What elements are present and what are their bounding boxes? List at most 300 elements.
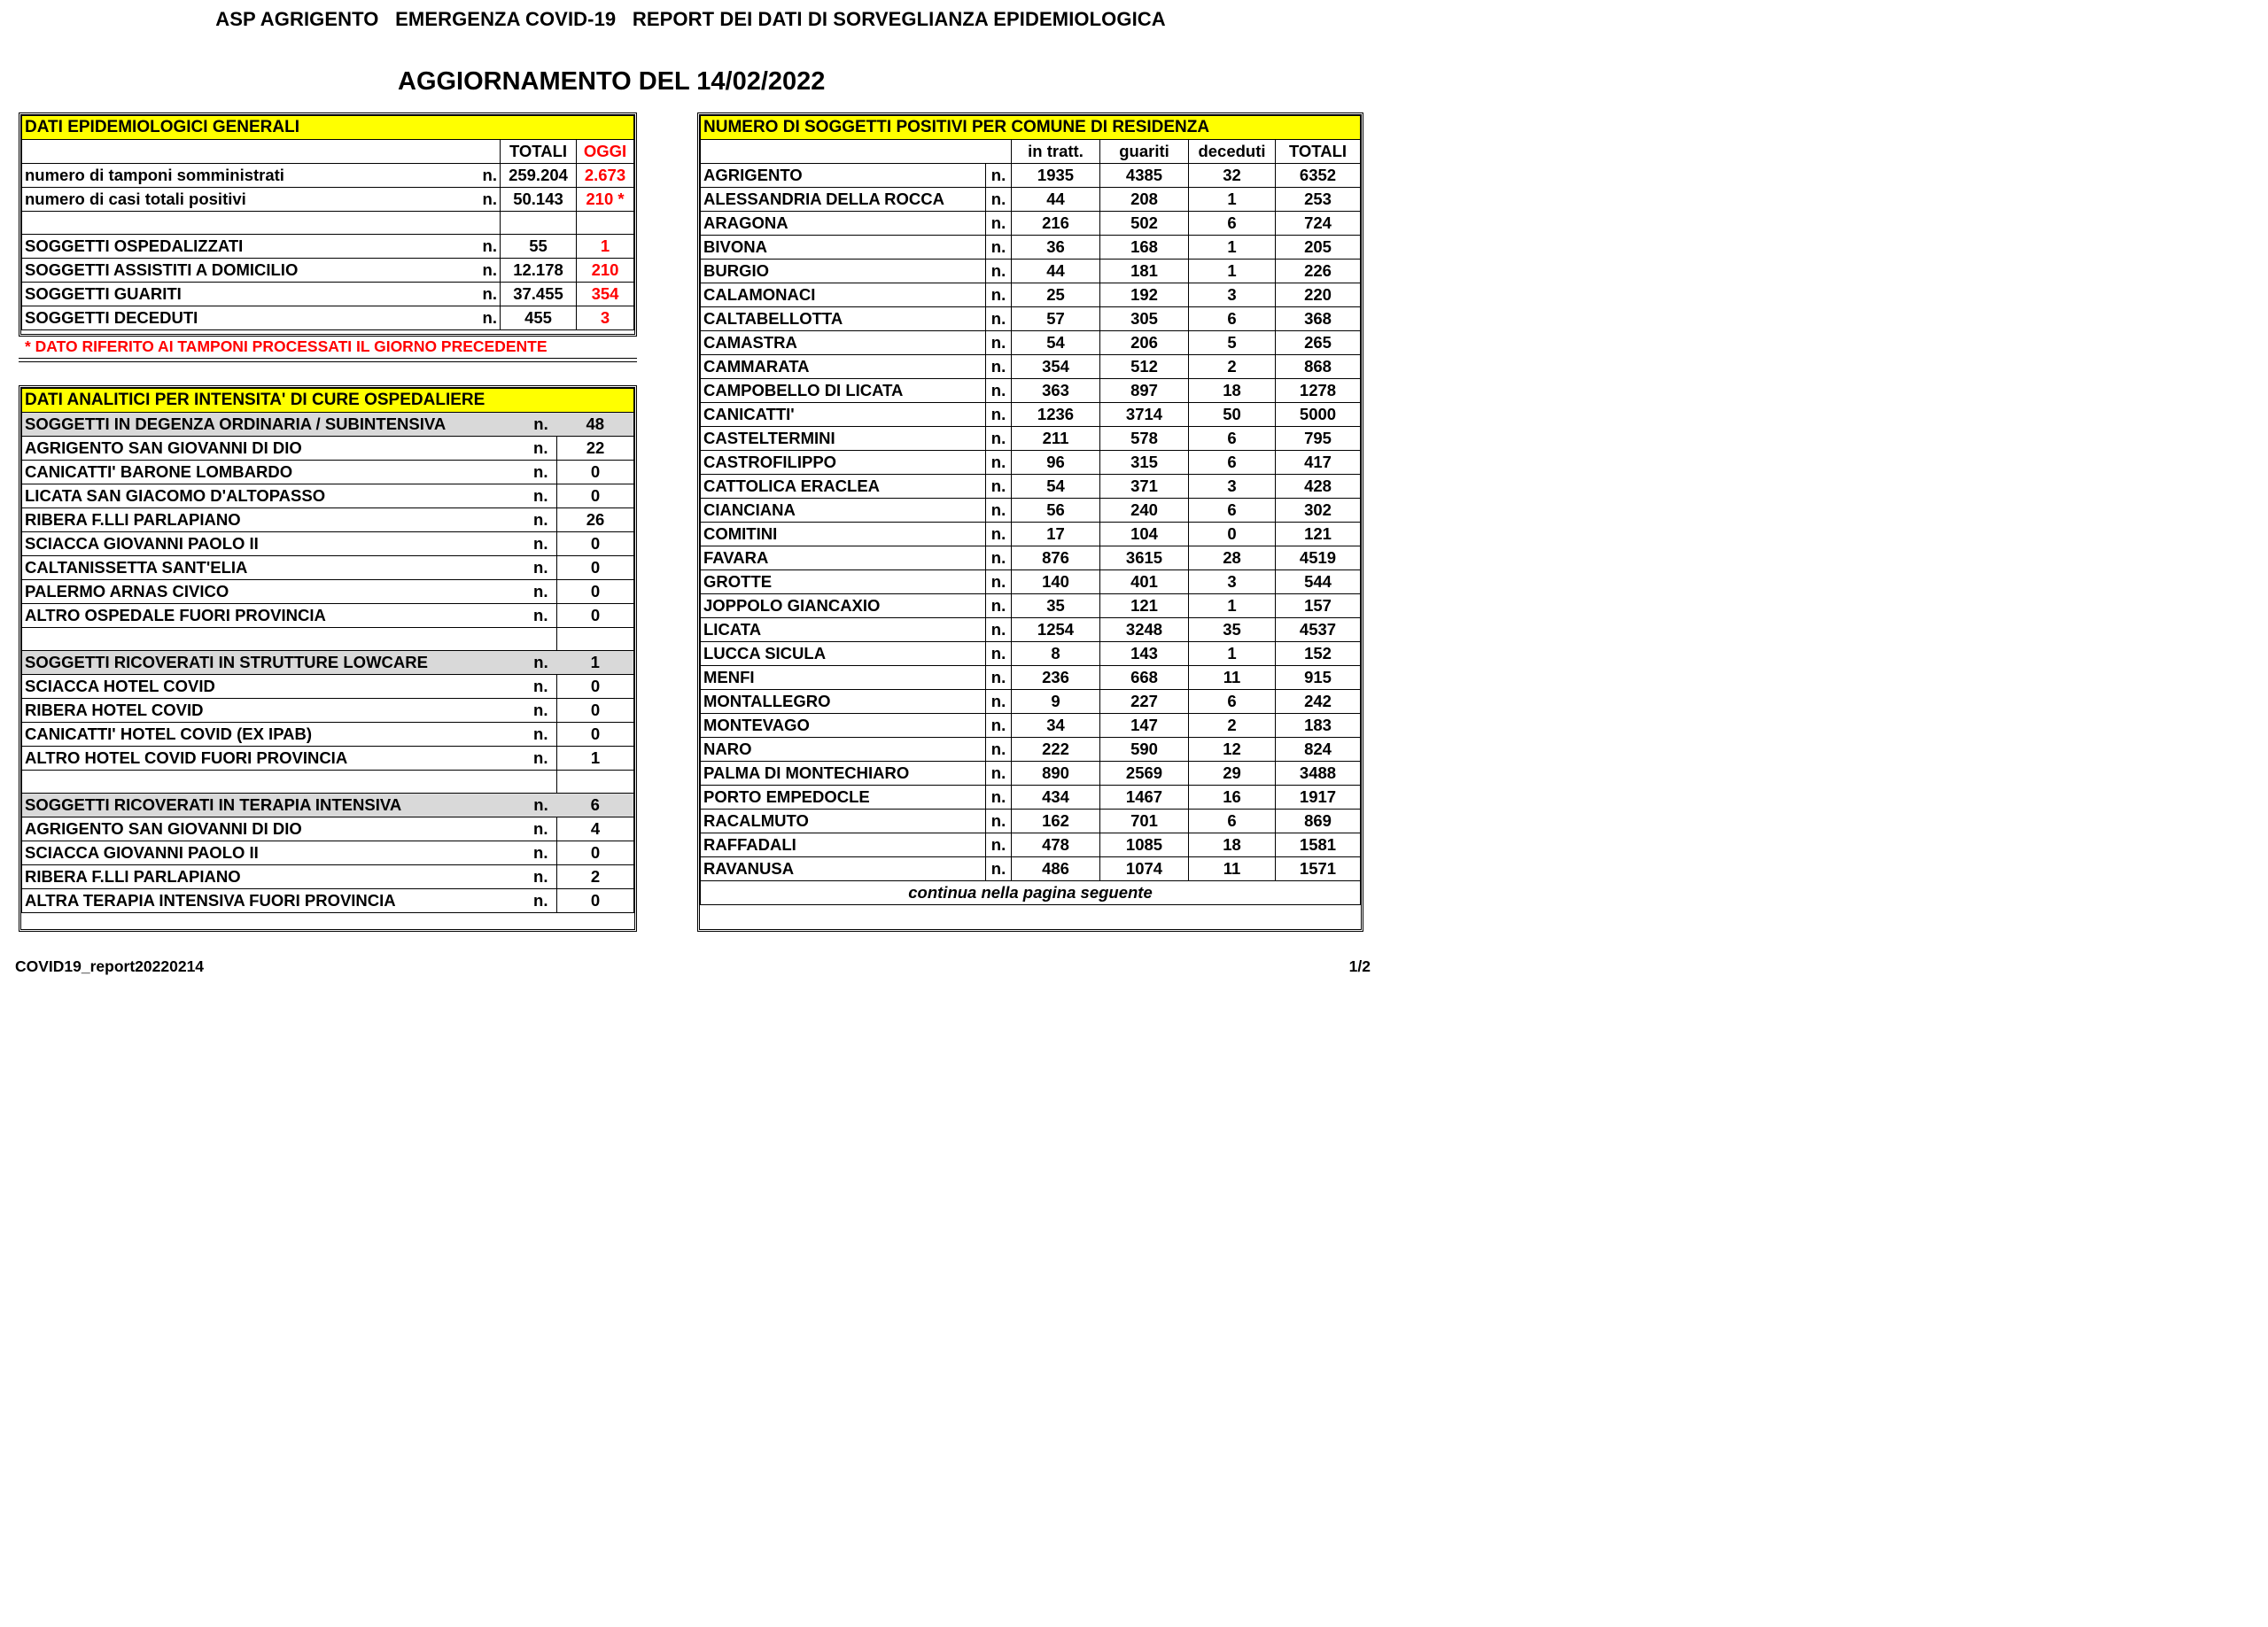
in-tratt-value: 54: [1012, 475, 1100, 499]
analytic-item-row: [22, 484, 634, 508]
group-value: 48: [557, 413, 634, 437]
unit-label: n.: [525, 580, 557, 604]
in-tratt-value: 56: [1012, 499, 1100, 523]
unit-label: n.: [986, 379, 1012, 403]
guariti-value: 168: [1100, 236, 1189, 260]
in-tratt-value: 17: [1012, 523, 1100, 546]
totali-value: 5000: [1276, 403, 1361, 427]
deceduti-value: 2: [1189, 355, 1276, 379]
totali-value: 12.178: [501, 259, 577, 283]
in-tratt-value: 36: [1012, 236, 1100, 260]
comune-row: [701, 546, 1361, 570]
deceduti-value: 3: [1189, 570, 1276, 594]
deceduti-value: 1: [1189, 642, 1276, 666]
comune-name: MONTEVAGO: [701, 714, 986, 738]
item-label: RIBERA F.LLI PARLAPIANO: [22, 865, 525, 889]
item-value: 4: [557, 817, 634, 841]
comune-row: [701, 212, 1361, 236]
continue-note: continua nella pagina seguente: [701, 881, 1361, 905]
comune-name: NARO: [701, 738, 986, 762]
totali-value: 55: [501, 235, 577, 259]
col-header-deceduti: deceduti: [1189, 140, 1276, 164]
comune-name: MONTALLEGRO: [701, 690, 986, 714]
comune-row: [701, 499, 1361, 523]
general-section-title: DATI EPIDEMIOLOGICI GENERALI: [22, 116, 634, 140]
group-label: SOGGETTI RICOVERATI IN TERAPIA INTENSIVA: [22, 794, 525, 817]
comune-row: [701, 451, 1361, 475]
row-label: numero di tamponi somministrati: [22, 164, 478, 188]
totali-value: 868: [1276, 355, 1361, 379]
general-row: [22, 283, 634, 306]
comune-name: BIVONA: [701, 236, 986, 260]
guariti-value: 3714: [1100, 403, 1189, 427]
guariti-value: 1467: [1100, 786, 1189, 810]
unit-label: n.: [986, 810, 1012, 833]
analytic-item-row: [22, 461, 634, 484]
in-tratt-value: 890: [1012, 762, 1100, 786]
analytic-item-row: [22, 556, 634, 580]
item-value: 0: [557, 723, 634, 747]
comune-name: CATTOLICA ERACLEA: [701, 475, 986, 499]
item-value: 0: [557, 556, 634, 580]
comune-row: [701, 307, 1361, 331]
totali-value: 544: [1276, 570, 1361, 594]
divider: [19, 358, 637, 362]
comune-row: [701, 427, 1361, 451]
deceduti-value: 6: [1189, 307, 1276, 331]
item-value: 2: [557, 865, 634, 889]
group-label: SOGGETTI RICOVERATI IN STRUTTURE LOWCARE: [22, 651, 525, 675]
guariti-value: 121: [1100, 594, 1189, 618]
unit-label: n.: [986, 307, 1012, 331]
unit-label: n.: [986, 546, 1012, 570]
comune-name: COMITINI: [701, 523, 986, 546]
comune-row: [701, 690, 1361, 714]
guariti-value: 1074: [1100, 857, 1189, 881]
comune-name: RACALMUTO: [701, 810, 986, 833]
in-tratt-value: 162: [1012, 810, 1100, 833]
blank-cell: [22, 140, 501, 164]
totali-value: 183: [1276, 714, 1361, 738]
analytic-item-row: [22, 723, 634, 747]
in-tratt-value: 478: [1012, 833, 1100, 857]
comuni-section-title: NUMERO DI SOGGETTI POSITIVI PER COMUNE DI RESIDENZA: [701, 116, 1361, 140]
deceduti-value: 6: [1189, 451, 1276, 475]
totali-value: 1917: [1276, 786, 1361, 810]
analytic-item-row: [22, 675, 634, 699]
comune-name: CASTROFILIPPO: [701, 451, 986, 475]
guariti-value: 315: [1100, 451, 1189, 475]
comune-row: [701, 523, 1361, 546]
guariti-value: 147: [1100, 714, 1189, 738]
item-value: 0: [557, 699, 634, 723]
comune-row: [701, 642, 1361, 666]
general-row: [22, 259, 634, 283]
item-label: ALTRO HOTEL COVID FUORI PROVINCIA: [22, 747, 525, 771]
deceduti-value: 6: [1189, 427, 1276, 451]
comune-name: LICATA: [701, 618, 986, 642]
unit-label: n.: [525, 508, 557, 532]
item-label: CANICATTI' BARONE LOMBARDO: [22, 461, 525, 484]
deceduti-value: 35: [1189, 618, 1276, 642]
comune-row: [701, 188, 1361, 212]
totali-value: 152: [1276, 642, 1361, 666]
comune-name: MENFI: [701, 666, 986, 690]
comune-row: [701, 355, 1361, 379]
general-row: [22, 235, 634, 259]
general-row: [22, 188, 634, 212]
guariti-value: 1085: [1100, 833, 1189, 857]
totali-value: 302: [1276, 499, 1361, 523]
deceduti-value: 1: [1189, 594, 1276, 618]
deceduti-value: 3: [1189, 475, 1276, 499]
comune-name: CALTABELLOTTA: [701, 307, 986, 331]
in-tratt-value: 25: [1012, 283, 1100, 307]
unit-label: n.: [986, 690, 1012, 714]
comune-name: PORTO EMPEDOCLE: [701, 786, 986, 810]
in-tratt-value: 236: [1012, 666, 1100, 690]
deceduti-value: 16: [1189, 786, 1276, 810]
totali-value: 3488: [1276, 762, 1361, 786]
guariti-value: 227: [1100, 690, 1189, 714]
unit-label: n.: [525, 723, 557, 747]
comune-row: [701, 570, 1361, 594]
in-tratt-value: 486: [1012, 857, 1100, 881]
unit-label: n.: [525, 747, 557, 771]
totali-value: 242: [1276, 690, 1361, 714]
analytic-item-row: [22, 508, 634, 532]
report-id: COVID19_report20220214: [15, 957, 205, 975]
item-label: SCIACCA HOTEL COVID: [22, 675, 525, 699]
in-tratt-value: 1935: [1012, 164, 1100, 188]
deceduti-value: 5: [1189, 331, 1276, 355]
deceduti-value: 18: [1189, 833, 1276, 857]
guariti-value: 208: [1100, 188, 1189, 212]
comune-row: [701, 403, 1361, 427]
guariti-value: 897: [1100, 379, 1189, 403]
comune-name: PALMA DI MONTECHIARO: [701, 762, 986, 786]
guariti-value: 2569: [1100, 762, 1189, 786]
col-header-totali: TOTALI: [501, 140, 577, 164]
totali-value: 724: [1276, 212, 1361, 236]
comune-name: ARAGONA: [701, 212, 986, 236]
totali-value: 50.143: [501, 188, 577, 212]
oggi-value: 210: [577, 259, 634, 283]
comune-row: [701, 164, 1361, 188]
totali-value: 869: [1276, 810, 1361, 833]
guariti-value: 4385: [1100, 164, 1189, 188]
row-label: SOGGETTI OSPEDALIZZATI: [22, 235, 478, 259]
in-tratt-value: 211: [1012, 427, 1100, 451]
oggi-value: 354: [577, 283, 634, 306]
analytic-item-row: [22, 889, 634, 913]
guariti-value: 512: [1100, 355, 1189, 379]
unit-label: n.: [986, 618, 1012, 642]
guariti-value: 206: [1100, 331, 1189, 355]
comune-name: BURGIO: [701, 260, 986, 283]
comune-name: JOPPOLO GIANCAXIO: [701, 594, 986, 618]
unit-label: n.: [525, 532, 557, 556]
totali-value: 428: [1276, 475, 1361, 499]
general-row: [22, 306, 634, 330]
unit-label: n.: [986, 403, 1012, 427]
update-date-title: AGGIORNAMENTO DEL 14/02/2022: [398, 67, 826, 96]
item-label: ALTRA TERAPIA INTENSIVA FUORI PROVINCIA: [22, 889, 525, 913]
comuni-table: [697, 112, 1363, 932]
analytic-item-row: [22, 532, 634, 556]
unit-label: n.: [986, 666, 1012, 690]
unit-label: n.: [525, 556, 557, 580]
row-label: numero di casi totali positivi: [22, 188, 478, 212]
item-label: LICATA SAN GIACOMO D'ALTOPASSO: [22, 484, 525, 508]
comune-row: [701, 283, 1361, 307]
comune-row: [701, 666, 1361, 690]
unit-label: n.: [986, 523, 1012, 546]
totali-value: 121: [1276, 523, 1361, 546]
totali-value: 455: [501, 306, 577, 330]
totali-value: 220: [1276, 283, 1361, 307]
unit-label: n.: [525, 889, 557, 913]
deceduti-value: 50: [1189, 403, 1276, 427]
guariti-value: 192: [1100, 283, 1189, 307]
unit-label: n.: [986, 188, 1012, 212]
item-label: CALTANISSETTA SANT'ELIA: [22, 556, 525, 580]
deceduti-value: 1: [1189, 236, 1276, 260]
unit-label: n.: [478, 306, 501, 330]
comune-name: CASTELTERMINI: [701, 427, 986, 451]
guariti-value: 668: [1100, 666, 1189, 690]
comune-row: [701, 379, 1361, 403]
analytic-section-title: DATI ANALITICI PER INTENSITA' DI CURE OSPEDALIERE: [22, 389, 634, 413]
unit-label: n.: [986, 355, 1012, 379]
analytic-item-row: [22, 437, 634, 461]
guariti-value: 240: [1100, 499, 1189, 523]
comune-name: ALESSANDRIA DELLA ROCCA: [701, 188, 986, 212]
deceduti-value: 28: [1189, 546, 1276, 570]
guariti-value: 701: [1100, 810, 1189, 833]
totali-value: 4537: [1276, 618, 1361, 642]
guariti-value: 502: [1100, 212, 1189, 236]
item-label: AGRIGENTO SAN GIOVANNI DI DIO: [22, 437, 525, 461]
page-number: 1/2: [1348, 957, 1371, 975]
guariti-value: 578: [1100, 427, 1189, 451]
item-value: 0: [557, 889, 634, 913]
blank-cell: [701, 140, 1012, 164]
in-tratt-value: 363: [1012, 379, 1100, 403]
deceduti-value: 6: [1189, 212, 1276, 236]
guariti-value: 181: [1100, 260, 1189, 283]
unit-label: n.: [986, 499, 1012, 523]
unit-label: n.: [986, 451, 1012, 475]
comune-row: [701, 738, 1361, 762]
comune-name: AGRIGENTO: [701, 164, 986, 188]
in-tratt-value: 96: [1012, 451, 1100, 475]
unit-label: n.: [986, 427, 1012, 451]
blank-cell: [577, 212, 634, 235]
oggi-value: 1: [577, 235, 634, 259]
guariti-value: 401: [1100, 570, 1189, 594]
in-tratt-value: 35: [1012, 594, 1100, 618]
deceduti-value: 29: [1189, 762, 1276, 786]
deceduti-value: 6: [1189, 690, 1276, 714]
analytic-item-row: [22, 865, 634, 889]
blank-cell: [22, 212, 501, 235]
item-value: 0: [557, 604, 634, 628]
unit-label: n.: [986, 164, 1012, 188]
deceduti-value: 18: [1189, 379, 1276, 403]
deceduti-value: 6: [1189, 810, 1276, 833]
guariti-value: 143: [1100, 642, 1189, 666]
item-label: RIBERA HOTEL COVID: [22, 699, 525, 723]
comune-row: [701, 714, 1361, 738]
group-label: SOGGETTI IN DEGENZA ORDINARIA / SUBINTENSIVA: [22, 413, 525, 437]
unit-label: n.: [986, 762, 1012, 786]
deceduti-value: 12: [1189, 738, 1276, 762]
unit-label: n.: [986, 236, 1012, 260]
in-tratt-value: 57: [1012, 307, 1100, 331]
totali-value: 259.204: [501, 164, 577, 188]
totali-value: 1571: [1276, 857, 1361, 881]
unit-label: n.: [525, 794, 557, 817]
deceduti-value: 11: [1189, 857, 1276, 881]
comune-row: [701, 786, 1361, 810]
blank-cell: [557, 628, 634, 651]
comune-row: [701, 618, 1361, 642]
unit-label: n.: [525, 675, 557, 699]
spacer-row: [22, 628, 634, 651]
unit-label: n.: [478, 283, 501, 306]
guariti-value: 3248: [1100, 618, 1189, 642]
comune-name: RAFFADALI: [701, 833, 986, 857]
comune-row: [701, 857, 1361, 881]
in-tratt-value: 222: [1012, 738, 1100, 762]
in-tratt-value: 34: [1012, 714, 1100, 738]
comune-row: [701, 331, 1361, 355]
comune-name: RAVANUSA: [701, 857, 986, 881]
comune-row: [701, 762, 1361, 786]
col-header-totali: TOTALI: [1276, 140, 1361, 164]
in-tratt-value: 354: [1012, 355, 1100, 379]
in-tratt-value: 54: [1012, 331, 1100, 355]
row-label: SOGGETTI DECEDUTI: [22, 306, 478, 330]
comune-name: FAVARA: [701, 546, 986, 570]
unit-label: n.: [986, 833, 1012, 857]
continue-row: [701, 881, 1361, 905]
in-tratt-value: 1254: [1012, 618, 1100, 642]
unit-label: n.: [986, 714, 1012, 738]
comune-name: CAMASTRA: [701, 331, 986, 355]
guariti-value: 3615: [1100, 546, 1189, 570]
item-value: 0: [557, 484, 634, 508]
item-value: 0: [557, 675, 634, 699]
col-header-oggi: OGGI: [577, 140, 634, 164]
unit-label: n.: [525, 461, 557, 484]
unit-label: n.: [986, 260, 1012, 283]
item-value: 0: [557, 461, 634, 484]
guariti-value: 590: [1100, 738, 1189, 762]
analytic-item-row: [22, 699, 634, 723]
oggi-value: 210 *: [577, 188, 634, 212]
unit-label: n.: [986, 857, 1012, 881]
analytic-item-row: [22, 604, 634, 628]
deceduti-value: 1: [1189, 188, 1276, 212]
unit-label: n.: [525, 604, 557, 628]
analytic-group-row: [22, 794, 634, 817]
unit-label: n.: [525, 413, 557, 437]
row-label: SOGGETTI ASSISTITI A DOMICILIO: [22, 259, 478, 283]
item-value: 1: [557, 747, 634, 771]
footnote: * DATO RIFERITO AI TAMPONI PROCESSATI IL GIORNO PRECEDENTE: [25, 337, 548, 355]
unit-label: n.: [525, 699, 557, 723]
comune-name: CIANCIANA: [701, 499, 986, 523]
in-tratt-value: 44: [1012, 188, 1100, 212]
blank-cell: [501, 212, 577, 235]
spacer-row: [22, 771, 634, 794]
unit-label: n.: [525, 437, 557, 461]
unit-label: n.: [478, 188, 501, 212]
general-data-table: [19, 112, 637, 337]
item-label: AGRIGENTO SAN GIOVANNI DI DIO: [22, 817, 525, 841]
deceduti-value: 11: [1189, 666, 1276, 690]
unit-label: n.: [525, 865, 557, 889]
unit-label: n.: [986, 786, 1012, 810]
deceduti-value: 0: [1189, 523, 1276, 546]
unit-label: n.: [986, 642, 1012, 666]
comune-name: CAMMARATA: [701, 355, 986, 379]
group-value: 6: [557, 794, 634, 817]
item-value: 0: [557, 532, 634, 556]
general-row: [22, 164, 634, 188]
analytic-item-row: [22, 817, 634, 841]
totali-value: 6352: [1276, 164, 1361, 188]
in-tratt-value: 434: [1012, 786, 1100, 810]
unit-label: n.: [525, 484, 557, 508]
deceduti-value: 6: [1189, 499, 1276, 523]
comune-row: [701, 810, 1361, 833]
item-value: 0: [557, 841, 634, 865]
unit-label: n.: [986, 212, 1012, 236]
col-header-guariti: guariti: [1100, 140, 1189, 164]
unit-label: n.: [986, 594, 1012, 618]
totali-value: 417: [1276, 451, 1361, 475]
comune-name: GROTTE: [701, 570, 986, 594]
item-label: PALERMO ARNAS CIVICO: [22, 580, 525, 604]
comune-row: [701, 236, 1361, 260]
in-tratt-value: 876: [1012, 546, 1100, 570]
guariti-value: 371: [1100, 475, 1189, 499]
comune-row: [701, 475, 1361, 499]
analytic-item-row: [22, 580, 634, 604]
unit-label: n.: [478, 164, 501, 188]
deceduti-value: 2: [1189, 714, 1276, 738]
comune-name: CAMPOBELLO DI LICATA: [701, 379, 986, 403]
in-tratt-value: 44: [1012, 260, 1100, 283]
item-label: CANICATTI' HOTEL COVID (EX IPAB): [22, 723, 525, 747]
analytic-item-row: [22, 841, 634, 865]
totali-value: 368: [1276, 307, 1361, 331]
row-label: SOGGETTI GUARITI: [22, 283, 478, 306]
col-header-in-tratt: in tratt.: [1012, 140, 1100, 164]
totali-value: 1278: [1276, 379, 1361, 403]
comune-name: CANICATTI': [701, 403, 986, 427]
group-value: 1: [557, 651, 634, 675]
blank-cell: [22, 771, 557, 794]
unit-label: n.: [986, 738, 1012, 762]
totali-value: 915: [1276, 666, 1361, 690]
unit-label: n.: [525, 841, 557, 865]
unit-label: n.: [986, 570, 1012, 594]
totali-value: 1581: [1276, 833, 1361, 857]
